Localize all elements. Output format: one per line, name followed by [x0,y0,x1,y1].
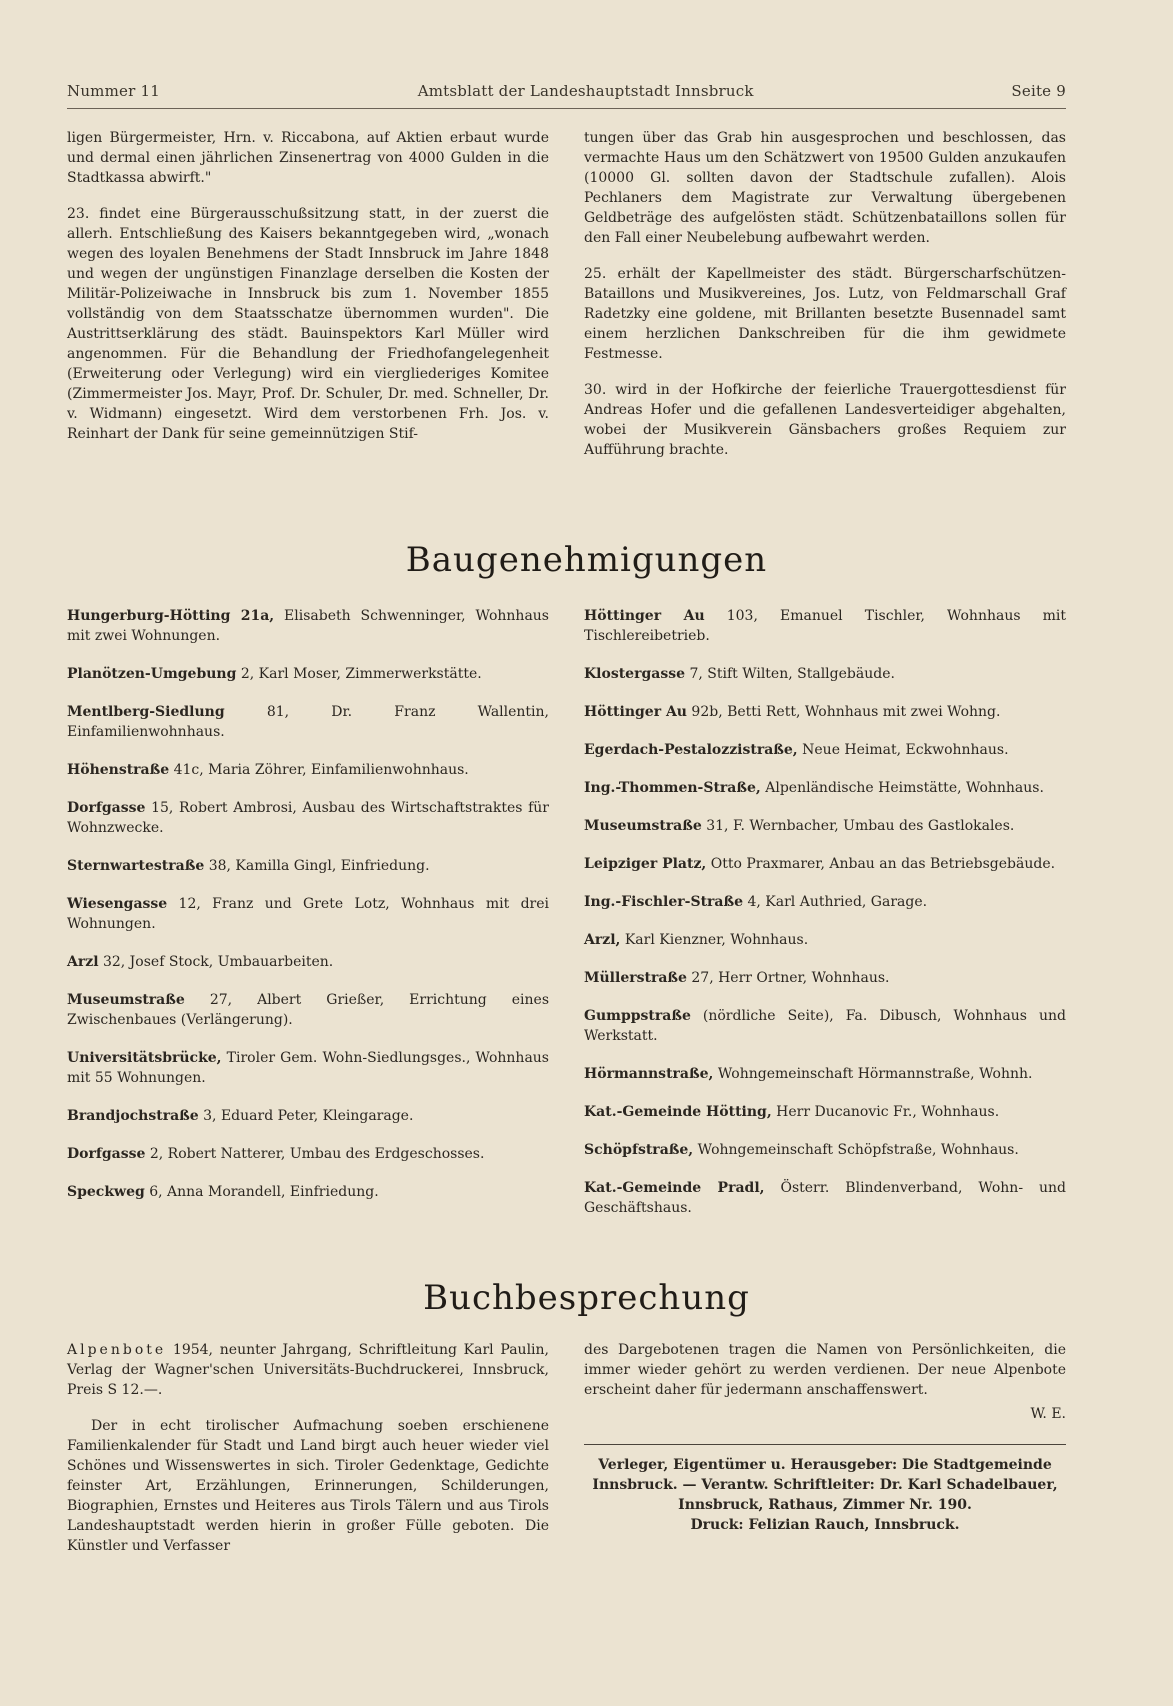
permit-address: Gumppstraße [584,1008,691,1024]
permit-address: Kat.-Gemeinde Pradl, [584,1180,765,1196]
permit-address: Höhenstraße [67,762,170,778]
permit-details: 38, Kamilla Gingl, Einfriedung. [204,858,430,874]
permit-entry [584,816,1066,836]
permit-details: 81, Dr. Franz Wallentin, Einfamilienwohnhaus. [67,704,549,740]
permit-entry [584,606,1066,646]
permit-details: 41c, Maria Zöhrer, Einfamilienwohnhaus. [169,762,469,778]
permit-address: Müllerstraße [584,970,687,986]
permit-address: Höttinger Au [584,704,687,720]
permit-address: Brandjochstraße [67,1108,199,1124]
imprint [584,1444,1066,1535]
permit-details: Alpenländische Heimstätte, Wohnhaus. [760,780,1044,796]
permit-details: Wohngemeinschaft Hörmannstraße, Wohnh. [713,1066,1033,1082]
permit-entry [584,1140,1066,1160]
permit-details: (nördliche Seite), Fa. Dibusch, Wohnhaus und Werkstatt. [584,1008,1066,1044]
chronicle-paragraph: 30. wird in der Hofkirche der feierliche Trauergottesdienst für Andreas Hofer und die gefallenen Landesverteidiger abgehalten, wobei der Musikverein Gänsbachers großes Requiem zur Aufführung brachte. [584,382,1066,458]
chronicle-paragraph: ligen Bürgermeister, Hrn. v. Riccabona, auf Aktien erbaut wurde und dermal einen jährlichen Zinsenertrag von 4000 Gulden in die Stadtkassa abwirft." [67,130,549,186]
book-info: 1954, neunter Jahrgang, Schriftleitung Karl Paulin, Verlag der Wagner'schen Universitäts-Buchdruckerei, Innsbruck, Preis S 12.—. [67,1342,549,1398]
chronicle-left-column [67,128,549,476]
permit-entry [67,1048,549,1088]
permit-entry [584,664,1066,684]
header-rule [67,108,1066,109]
permit-address: Arzl, [584,932,621,948]
page-number: Seite 9 [1011,82,1066,100]
permit-address: Schöpfstraße, [584,1142,694,1158]
permit-entry [584,1178,1066,1218]
permit-entry [67,664,549,684]
permit-details: 12, Franz und Grete Lotz, Wohnhaus mit drei Wohnungen. [67,896,549,932]
review-signature: W. E. [1030,1406,1066,1422]
permit-entry [67,760,549,780]
permit-entry [584,892,1066,912]
chronicle-paragraph: tungen über das Grab hin ausgesprochen und beschlossen, das vermachte Haus um den Schätzwert von 19500 Gulden anzukaufen (10000 Gl. sollten davon der Stadtschule zufallen). Alois Pechlaners dem Magistrate zur Verwaltung übergebenen Geldbeträge des aufgelösten städt. Schützenbataillons sollen für den Fall einer Neubelebung aufbewahrt werden. [584,130,1066,246]
permit-address: Ing.-Fischler-Straße [584,894,744,910]
permit-entry [584,740,1066,760]
permit-address: Wiesengasse [67,896,168,912]
review-text-continued: des Dargebotenen tragen die Namen von Persönlichkeiten, die immer wieder gehört zu werden verdienen. Der neue Alpenbote erscheint daher für jedermann anschaffenswert. [584,1342,1066,1398]
permit-details: 7, Stift Wilten, Stallgebäude. [685,666,895,682]
chronicle-paragraph: 23. findet eine Bürgerausschußsitzung statt, in der zuerst die allerh. Entschließung des Kaisers bekanntgegeben wird, „wonach wegen des loyalen Benehmens der Stadt Innsbruck im Jahre 1848 und wegen der ungünstigen Finanzlage derselben die Kosten der Militär-Polizeiwache in Innsbruck bis zum 1. November 1855 vollständig von dem Staatsschatze übernommen wurden". Die Austrittserklärung des städt. Bauinspektors Karl Müller wird angenommen. Für die Behandlung der Friedhofangelegenheit (Erweiterung oder Verlegung) wird ein viergliederiges Komitee (Zimmermeister Jos. Mayr, Prof. Dr. Schuler, Dr. med. Schneller, Dr. v. Widmann) eingesetzt. Wird dem verstorbenen Frh. Jos. v. Reinhart der Dank für seine gemeinnützigen Stif- [67,206,549,442]
permit-entry [584,930,1066,950]
section-title-buchbesprechung: Buchbesprechung [423,1278,750,1318]
imprint-publisher: Verleger, Eigentümer u. Herausgeber: Die Stadtgemeinde Innsbruck. — Verantw. Schriftleiter: Dr. Karl Schadelbauer, Innsbruck, Rathaus, Zimmer Nr. 190. [592,1457,1058,1513]
permit-details: 31, F. Wernbacher, Umbau des Gastlokales. [701,818,1015,834]
permit-address: Leipziger Platz, [584,856,707,872]
permit-details: 27, Albert Grießer, Errichtung eines Zwischenbaues (Verlängerung). [67,992,549,1028]
permit-entry [584,1102,1066,1122]
permit-details: 2, Karl Moser, Zimmerwerkstätte. [236,666,482,682]
permits-right-column [584,606,1066,1236]
permit-address: Kat.-Gemeinde Hötting, [584,1104,772,1120]
permit-address: Hungerburg-Hötting 21a, [67,608,275,624]
permit-details: 2, Robert Natterer, Umbau des Erdgeschosses. [145,1146,485,1162]
permit-entry [584,702,1066,722]
permit-details: Tiroler Gem. Wohn-Siedlungsges., Wohnhaus mit 55 Wohnungen. [67,1050,549,1086]
permit-details: 6, Anna Morandell, Einfriedung. [144,1184,379,1200]
permit-address: Dorfgasse [67,1146,146,1162]
permit-address: Egerdach-Pestalozzistraße, [584,742,798,758]
section-title-baugenehmigungen: Baugenehmigungen [405,540,768,580]
issue-number: Nummer 11 [67,82,160,100]
permit-entry [584,968,1066,988]
permit-entry [67,606,549,646]
permit-address: Planötzen-Umgebung [67,666,237,682]
permit-address: Klostergasse [584,666,685,682]
permit-address: Dorfgasse [67,800,146,816]
permit-entry [67,856,549,876]
permit-entry [67,894,549,934]
permit-entry [67,702,549,742]
book-review-left-column [67,1340,549,1572]
chronicle-section [67,128,1066,476]
permit-address: Arzl [67,954,99,970]
book-title: Alpenbote [67,1342,167,1358]
permit-entry [67,798,549,838]
permit-entry [584,1064,1066,1084]
chronicle-paragraph: 25. erhält der Kapellmeister des städt. Bürgerscharfschützen-Bataillons und Musikvereines, Jos. Lutz, von Feldmarschall Graf Radetzky eine goldene, mit Brillanten besetzte Busennadel samt einem herzlichen Dankschreiben für die ihm gewidmete Festmesse. [584,266,1066,362]
book-citation [67,1340,549,1400]
permit-address: Hörmannstraße, [584,1066,714,1082]
permit-address: Museumstraße [584,818,702,834]
permit-entry [584,854,1066,874]
imprint-printer: Druck: Felizian Rauch, Innsbruck. [690,1517,960,1533]
permit-details: Otto Praxmarer, Anbau an das Betriebsgebäude. [706,856,1056,872]
permit-entry [67,1106,549,1126]
permit-entry [67,990,549,1030]
permit-entry [67,1182,549,1202]
publication-title: Amtsblatt der Landeshauptstadt Innsbruck [417,82,754,100]
permit-address: Höttinger Au [584,608,705,624]
permit-details: 27, Herr Ortner, Wohnhaus. [686,970,890,986]
permit-details: 32, Josef Stock, Umbauarbeiten. [98,954,334,970]
permit-entry [584,1006,1066,1046]
permit-entry [67,1144,549,1164]
permit-details: Herr Ducanovic Fr., Wohnhaus. [771,1104,1000,1120]
permit-details: Karl Kienzner, Wohnhaus. [620,932,809,948]
permit-details: 3, Eduard Peter, Kleingarage. [198,1108,414,1124]
permit-details: 15, Robert Ambrosi, Ausbau des Wirtschaftstraktes für Wohnzwecke. [67,800,549,836]
permit-details: Österr. Blindenverband, Wohn- und Geschäftshaus. [584,1180,1066,1216]
permit-details: Elisabeth Schwenninger, Wohnhaus mit zwei Wohnungen. [67,608,549,644]
chronicle-right-column [584,128,1066,476]
permit-entry [584,778,1066,798]
book-review-right-column [584,1340,1066,1572]
permit-details: Wohngemeinschaft Schöpfstraße, Wohnhaus. [693,1142,1019,1158]
permit-details: 103, Emanuel Tischler, Wohnhaus mit Tischlereibetrieb. [584,608,1066,644]
page-header [67,82,1066,100]
permit-address: Universitätsbrücke, [67,1050,222,1066]
permit-address: Mentlberg-Siedlung [67,704,225,720]
permit-address: Speckweg [67,1184,145,1200]
permit-address: Sternwartestraße [67,858,205,874]
permit-details: Neue Heimat, Eckwohnhaus. [797,742,1009,758]
permit-address: Ing.-Thommen-Straße, [584,780,761,796]
permits-left-column [67,606,549,1236]
permits-section [67,606,1066,1236]
book-review-section [67,1340,1066,1572]
permit-details: 4, Karl Authried, Garage. [743,894,928,910]
permit-address: Museumstraße [67,992,185,1008]
permit-entry [67,952,549,972]
review-text: Der in echt tirolischer Aufmachung soeben erschienene Familienkalender für Stadt und Land birgt auch heuer wieder viel Schönes und Wissenswertes in sich. Tiroler Gedenktage, Gedichte feinster Art, Erzählungen, Erinnerungen, Schilderungen, Biographien, Ernstes und Heiteres aus Tirols Tälern und aus Tirols Landeshauptstadt werden hierin in großer Fülle geboten. Die Künstler und Verfasser [67,1418,549,1554]
permit-details: 92b, Betti Rett, Wohnhaus mit zwei Wohng. [686,704,1001,720]
